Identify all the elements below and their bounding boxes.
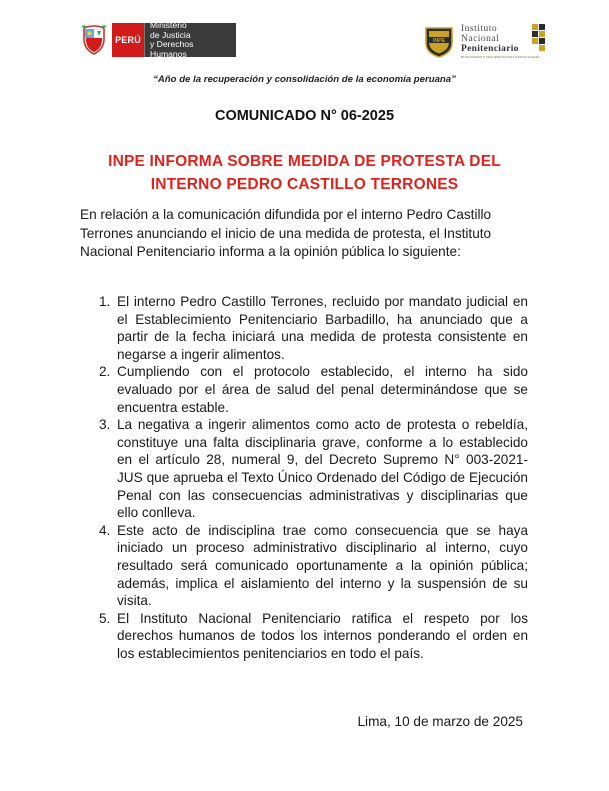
ministry-line-3: y Derechos Humanos xyxy=(150,39,194,59)
year-motto: “Año de la recuperación y consolidación de la economía peruana” xyxy=(153,74,456,85)
list-item-number: 5. xyxy=(99,610,111,626)
list-item xyxy=(80,610,528,663)
headline-line-1: INPE INFORMA SOBRE MEDIDA DE PROTESTA DEL xyxy=(108,153,501,170)
headline-line-2: INTERNO PEDRO CASTILLO TERRONES xyxy=(150,176,459,193)
list-item-number: 2. xyxy=(99,364,111,380)
inpe-emblem-icon xyxy=(422,25,456,59)
communique-title: COMUNICADO N° 06-2025 xyxy=(214,108,395,124)
closing-place-date: Lima, 10 de marzo de 2025 xyxy=(357,714,523,729)
list-item-text: Cumpliendo con el protocolo establecido, el interno ha sido evaluado por el área de salud del penal determinándose que se encuentra estable. xyxy=(117,364,528,415)
ministry-line-1: Ministerio xyxy=(150,20,187,30)
list-item-number: 1. xyxy=(99,294,111,309)
inpe-line-3: Penitenciario xyxy=(461,44,519,54)
inpe-wordmark xyxy=(461,24,540,60)
list-item-text: El interno Pedro Castillo Terrones, recluido por mandato judicial en el Establecimiento Penitenciario Barbadillo, ha anunciado que a partir de la fecha iniciará una medida de protesta consistente en negarse a ingerir alimentos. xyxy=(117,294,528,362)
headline xyxy=(60,150,549,196)
list-item xyxy=(80,293,528,363)
inpe-logo xyxy=(422,22,540,62)
list-item-text: La negativa a ingerir alimentos como acto de protesta o rebeldía, constituye una falta disciplinaria grave, conforme a lo establecido en el artículo 28, numeral 9, del Decreto Supremo N° 003-2021-JUS que aprueba el Texto Único Ordenado del Código de Ejecución Penal con las consecuencias administrativas y disciplinarias que ello conlleva. xyxy=(117,417,528,521)
minjus-logo xyxy=(80,20,236,59)
ministry-name xyxy=(144,20,236,59)
peru-coat-of-arms-icon xyxy=(80,23,108,57)
inpe-emblem-text: INPE xyxy=(432,37,446,44)
list-item xyxy=(80,363,528,416)
list-item-text: El Instituto Nacional Penitenciario ratifica el respeto por los derechos humanos de todos los internos ponderando el orden en los establecimientos penitenciarios en todo el país. xyxy=(117,610,528,661)
inpe-squares-icon xyxy=(532,24,546,52)
list-item xyxy=(80,522,528,610)
inpe-tagline: HUMANIDAD Y SEGURIDAD PARA RESOCIALIZAR xyxy=(461,55,540,59)
list-item-number: 4. xyxy=(99,522,111,538)
list-item-text: Este acto de indisciplina trae como consecuencia que se haya iniciado un proceso administrativo disciplinario al interno, cuyo resultado será comunicado oportunamente a la opinión pública; además, implica el aislamiento del interno y la suspensión de su visita. xyxy=(117,522,528,609)
peru-label: PERÚ xyxy=(112,23,144,57)
ministry-line-2: de Justicia xyxy=(150,29,191,40)
numbered-list xyxy=(80,293,528,662)
list-item-number: 3. xyxy=(99,417,111,433)
inpe-line-2: Nacional xyxy=(461,34,500,44)
inpe-line-1: Instituto xyxy=(461,24,498,34)
list-item xyxy=(80,416,528,522)
intro-paragraph: En relación a la comunicación difundida por el interno Pedro Castillo Terrones anunciando el inicio de una medida de protesta, el Instituto Nacional Penitenciario informa a la opinión pública lo siguiente: xyxy=(80,207,492,260)
